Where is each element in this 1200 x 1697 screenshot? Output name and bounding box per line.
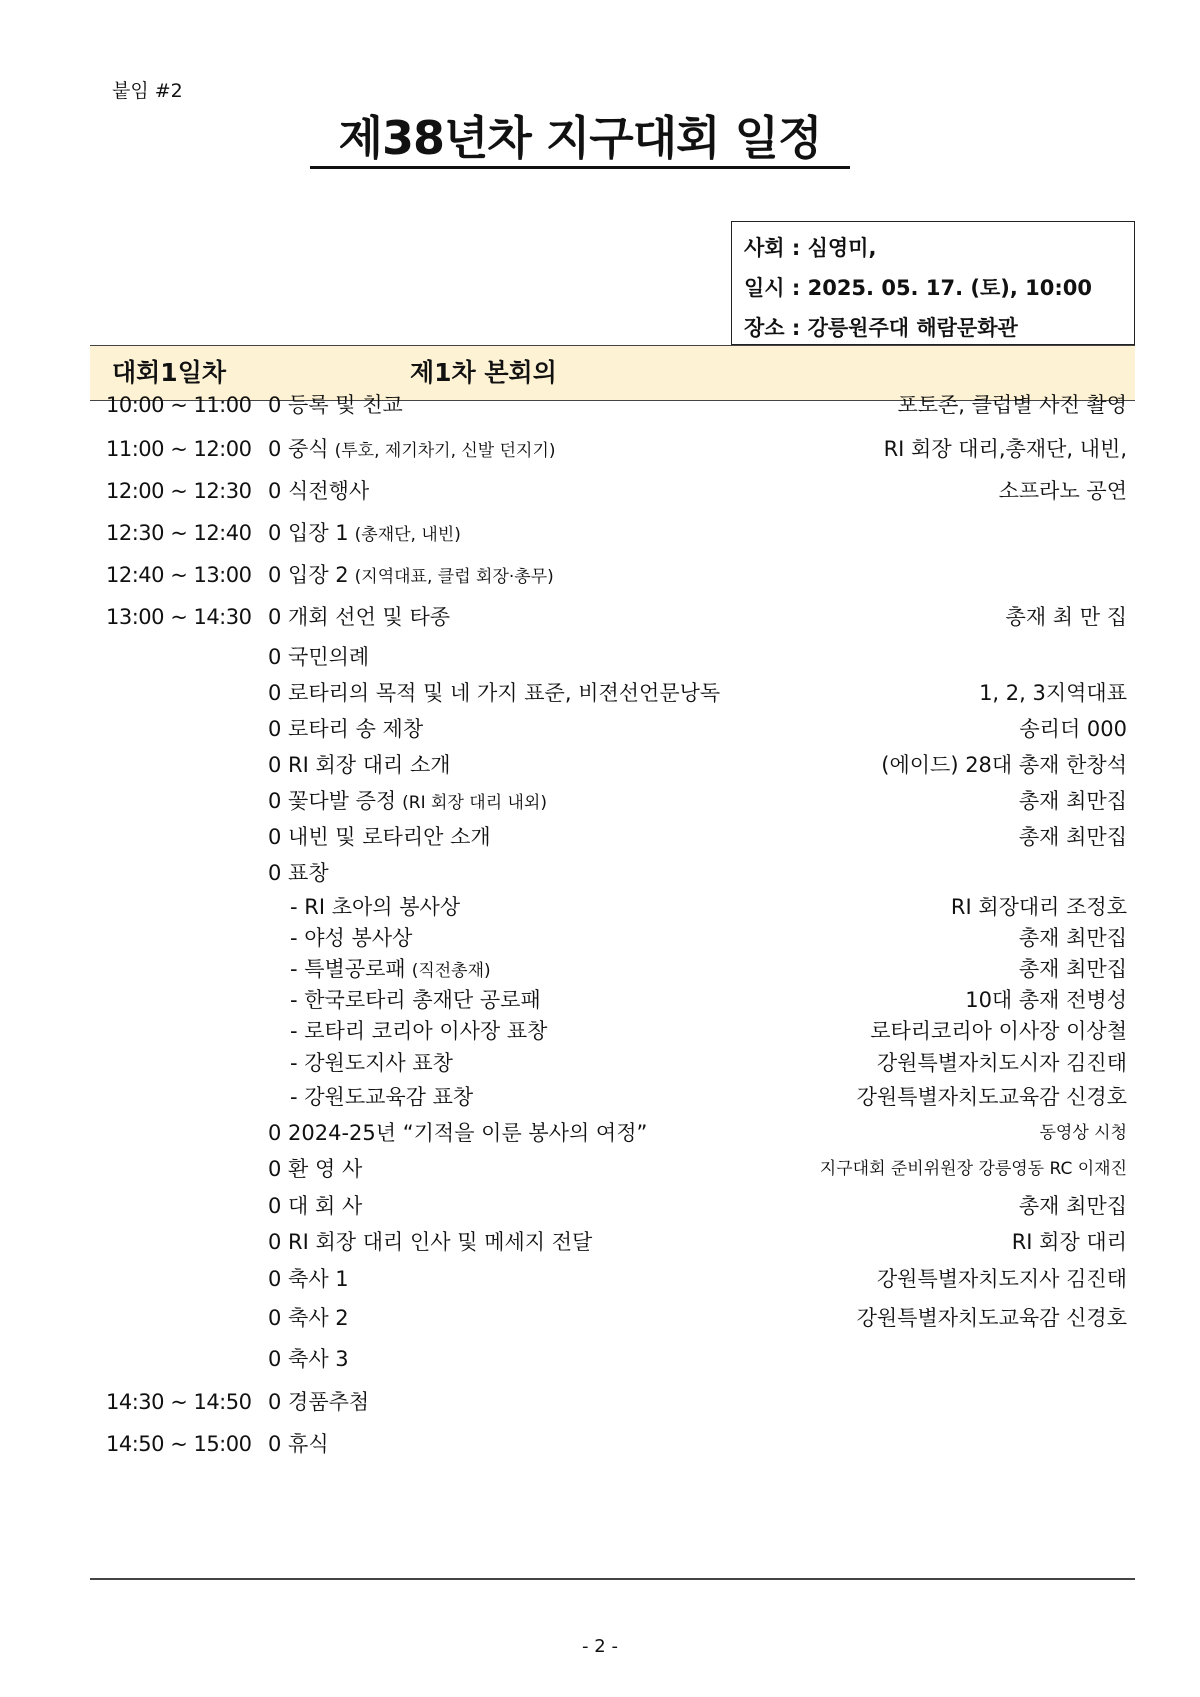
- schedule-item: [268, 1189, 368, 1225]
- schedule-row: [0, 1427, 1200, 1461]
- schedule-row: [0, 516, 1200, 550]
- schedule-item: [290, 1014, 553, 1050]
- schedule-item-label: 0 휴식: [268, 1432, 329, 1456]
- schedule-responsible: 총재 최만집: [1018, 957, 1127, 981]
- schedule-responsible: 송리더 000: [1019, 717, 1127, 741]
- schedule-responsible: 동영상 시청: [1039, 1123, 1127, 1143]
- schedule-item: [268, 1225, 598, 1261]
- schedule-time: 12:40 ~ 13:00: [106, 563, 252, 587]
- schedule-row: [0, 921, 1200, 955]
- schedule-item-label: 0 경품추첨: [268, 1390, 370, 1414]
- schedule-item-label: 0 환 영 사: [268, 1157, 363, 1181]
- schedule-item-note: (투호, 제기차기, 신발 던지기): [334, 441, 556, 461]
- schedule-row: [0, 820, 1200, 854]
- schedule-responsible: 총재 최 만 집: [1005, 605, 1127, 629]
- schedule-item: [268, 640, 375, 676]
- page-title: 제38년차 지구대회 일정: [338, 111, 822, 165]
- schedule-responsible: 소프라노 공연: [998, 479, 1127, 503]
- schedule-responsible: 강원특별자치도교육감 신경호: [856, 1306, 1127, 1330]
- schedule-item-label: - 한국로타리 총재단 공로패: [290, 988, 541, 1012]
- schedule-time: 10:00 ~ 11:00: [106, 393, 252, 417]
- schedule-item-note: (직전총재): [411, 961, 491, 981]
- attachment-label: 붙임 #2: [112, 80, 183, 102]
- event-info-box: [731, 221, 1135, 345]
- schedule-row: [0, 1385, 1200, 1419]
- schedule-item: [268, 676, 726, 712]
- schedule-responsible: 1, 2, 3지역대표: [979, 681, 1127, 705]
- schedule-item-note: (RI 회장 대리 내외): [402, 793, 547, 813]
- schedule-item-label: 0 입장 2: [268, 563, 349, 587]
- schedule-row: [0, 1225, 1200, 1259]
- schedule-item: [268, 1116, 653, 1152]
- schedule-row: [0, 1189, 1200, 1223]
- schedule-row: [0, 1262, 1200, 1296]
- schedule-item: [268, 388, 409, 424]
- schedule-item-label: 0 대 회 사: [268, 1194, 363, 1218]
- schedule-row: [0, 432, 1200, 466]
- schedule-time: 13:00 ~ 14:30: [106, 605, 252, 629]
- schedule-responsible: 강원특별자치도교육감 신경호: [856, 1085, 1127, 1109]
- schedule-row: [0, 1301, 1200, 1335]
- schedule-responsible: 강원특별자치도시자 김진태: [876, 1051, 1127, 1075]
- schedule-item-note: (지역대표, 클럽 회장·총무): [354, 567, 554, 587]
- schedule-responsible: 총재 최만집: [1018, 825, 1127, 849]
- day-label: 대회1일차: [112, 358, 226, 387]
- schedule-item: [268, 820, 497, 856]
- title-underline: [310, 166, 850, 169]
- schedule-time: 12:30 ~ 12:40: [106, 521, 252, 545]
- schedule-item: [268, 1427, 335, 1463]
- schedule-item: [268, 474, 375, 510]
- datetime-info: 일시 : 2025. 05. 17. (토), 10:00: [744, 276, 1092, 300]
- schedule-item-label: 0 표창: [268, 861, 329, 885]
- schedule-item-label: 0 축사 3: [268, 1347, 349, 1371]
- schedule-item-label: 0 로타리의 목적 및 네 가지 표준, 비젼선언문낭독: [268, 681, 721, 705]
- schedule-item-label: - 야성 봉사상: [290, 926, 413, 950]
- schedule-item: [268, 712, 429, 748]
- session-label: 제1차 본회의: [410, 358, 557, 387]
- mc-info: 사회 : 심영미,: [744, 236, 877, 260]
- schedule-responsible: 로타리코리아 이사장 이상철: [870, 1019, 1127, 1043]
- page-number: - 2 -: [582, 1636, 618, 1657]
- schedule-item: [268, 1342, 355, 1378]
- schedule-time: 14:30 ~ 14:50: [106, 1390, 252, 1414]
- schedule-item: [290, 1046, 459, 1082]
- schedule-item-label: 0 중식: [268, 437, 329, 461]
- schedule-item: [268, 1385, 375, 1421]
- schedule-item-label: - 강원도교육감 표창: [290, 1085, 474, 1109]
- schedule-item-label: 0 로타리 송 제창: [268, 717, 424, 741]
- schedule-item: [268, 558, 554, 594]
- schedule-row: [0, 1152, 1200, 1186]
- schedule-item-label: 0 2024-25년 “기적을 이룬 봉사의 여정”: [268, 1121, 648, 1145]
- schedule-item-label: 0 축사 1: [268, 1267, 349, 1291]
- schedule-time: 11:00 ~ 12:00: [106, 437, 252, 461]
- schedule-item-label: - 로타리 코리아 이사장 표창: [290, 1019, 548, 1043]
- schedule-responsible: RI 회장 대리: [1011, 1230, 1127, 1254]
- schedule-item: [268, 748, 457, 784]
- schedule-responsible: 강원특별자치도지사 김진태: [876, 1267, 1127, 1291]
- schedule-item: [268, 784, 547, 820]
- schedule-item: [268, 1301, 355, 1337]
- schedule-item-label: 0 등록 및 친교: [268, 393, 403, 417]
- schedule-item: [268, 856, 335, 892]
- schedule-row: [0, 388, 1200, 422]
- schedule-row: [0, 748, 1200, 782]
- schedule-item-note: (총재단, 내빈): [354, 525, 461, 545]
- schedule-responsible: 총재 최만집: [1018, 926, 1127, 950]
- bottom-divider: [90, 1578, 1135, 1580]
- schedule-row: [0, 600, 1200, 634]
- schedule-row: [0, 952, 1200, 986]
- schedule-responsible: (에이드) 28대 총재 한창석: [881, 753, 1127, 777]
- schedule-responsible: 총재 최만집: [1018, 789, 1127, 813]
- schedule-responsible: RI 회장대리 조정호: [950, 895, 1127, 919]
- schedule-item-label: 0 내빈 및 로타리안 소개: [268, 825, 491, 849]
- schedule-item-label: 0 꽃다발 증정: [268, 789, 397, 813]
- schedule-item: [268, 600, 456, 636]
- schedule-item: [268, 1152, 368, 1188]
- venue-info: 장소 : 강릉원주대 해람문화관: [744, 316, 1018, 340]
- schedule-row: [0, 1014, 1200, 1048]
- schedule-item-label: 0 축사 2: [268, 1306, 349, 1330]
- schedule-item: [290, 1080, 479, 1116]
- schedule-row: [0, 558, 1200, 592]
- schedule-row: [0, 676, 1200, 710]
- schedule-item-label: - 강원도지사 표창: [290, 1051, 453, 1075]
- schedule-item: [268, 432, 556, 468]
- schedule-item-label: 0 개회 선언 및 타종: [268, 605, 451, 629]
- schedule-item: [268, 1262, 355, 1298]
- schedule-item: [268, 516, 461, 552]
- schedule-time: 14:50 ~ 15:00: [106, 1432, 252, 1456]
- schedule-row: [0, 1046, 1200, 1080]
- schedule-item-label: - RI 초아의 봉사상: [290, 895, 461, 919]
- schedule-row: [0, 712, 1200, 746]
- schedule-item-label: 0 국민의례: [268, 645, 370, 669]
- schedule-item-label: 0 입장 1: [268, 521, 349, 545]
- schedule-row: [0, 640, 1200, 674]
- schedule-row: [0, 890, 1200, 924]
- schedule-responsible: 포토존, 클럽별 사진 촬영: [897, 393, 1127, 417]
- schedule-row: [0, 1116, 1200, 1150]
- schedule-item-label: 0 RI 회장 대리 소개: [268, 753, 451, 777]
- schedule-row: [0, 474, 1200, 508]
- schedule-row: [0, 1342, 1200, 1376]
- schedule-row: [0, 856, 1200, 890]
- schedule-item-label: 0 RI 회장 대리 인사 및 메세지 전달: [268, 1230, 593, 1254]
- schedule-responsible: 10대 총재 전병성: [965, 988, 1127, 1012]
- schedule-time: 12:00 ~ 12:30: [106, 479, 252, 503]
- schedule-item-label: 0 식전행사: [268, 479, 370, 503]
- schedule-item-label: - 특별공로패: [290, 957, 406, 981]
- schedule-row: [0, 983, 1200, 1017]
- schedule-responsible: 지구대회 준비위원장 강릉영동 RC 이재진: [819, 1159, 1127, 1179]
- schedule-row: [0, 1080, 1200, 1114]
- schedule-responsible: 총재 최만집: [1018, 1194, 1127, 1218]
- schedule-responsible: RI 회장 대리,총재단, 내빈,: [883, 437, 1127, 461]
- schedule-row: [0, 784, 1200, 818]
